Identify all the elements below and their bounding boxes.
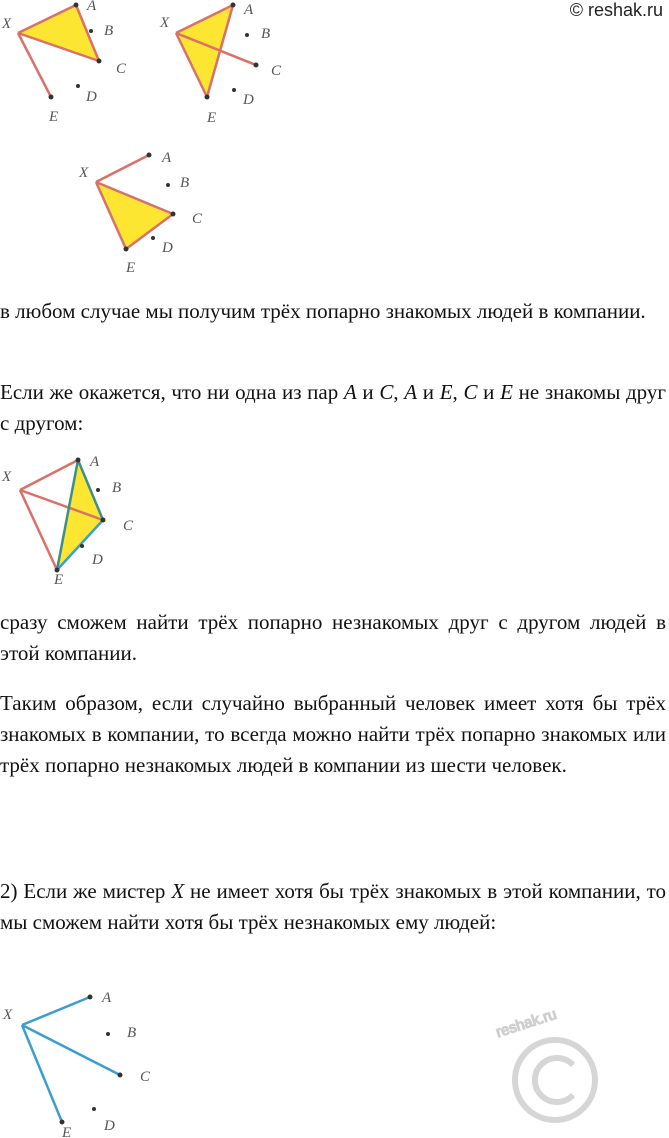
watermark-text: reshak.ru <box>493 1005 559 1042</box>
node-b <box>106 1032 110 1036</box>
node-e <box>205 95 210 100</box>
edge-x-a <box>20 460 78 490</box>
label-a: A <box>162 150 172 166</box>
node-a <box>74 3 79 8</box>
label-d: D <box>86 89 97 105</box>
node-c <box>97 59 102 64</box>
node-c <box>254 63 259 68</box>
label-x: X <box>79 165 89 181</box>
graph-figure-2 <box>158 0 298 130</box>
node-c <box>171 212 176 217</box>
label-d: D <box>104 1118 115 1134</box>
label-d: D <box>92 552 103 568</box>
label-c: C <box>116 61 127 77</box>
graph-figure-5 <box>0 960 170 1138</box>
copyright-circle-icon <box>515 1040 595 1120</box>
edge-x-e <box>22 1025 62 1122</box>
label-d: D <box>162 240 173 256</box>
label-b: B <box>180 175 190 191</box>
label-a: A <box>102 990 112 1006</box>
paragraph-3: сразу сможем найти трёх попарно незнакомых друг с другом людей в этой компании. <box>0 610 666 665</box>
label-e: E <box>207 110 217 126</box>
node-d <box>232 88 236 92</box>
node-b <box>166 183 170 187</box>
label-b: B <box>104 23 114 39</box>
label-d: D <box>243 92 254 108</box>
node-a <box>147 153 152 158</box>
node-d <box>151 236 155 240</box>
node-c <box>118 1073 123 1078</box>
label-c: C <box>271 63 282 79</box>
label-e: E <box>62 1125 72 1138</box>
label-a: A <box>87 0 97 14</box>
label-e: E <box>126 260 136 276</box>
label-e: E <box>54 572 64 588</box>
node-e <box>60 1120 65 1125</box>
label-e: E <box>49 109 59 125</box>
label-x: X <box>2 469 12 485</box>
label-a: A <box>90 454 100 470</box>
node-e <box>124 247 129 252</box>
edge-x-a <box>22 997 90 1025</box>
label-c: C <box>140 1069 151 1085</box>
graph-figure-4 <box>0 450 150 590</box>
paragraph-4: Таким образом, если случайно выбранный человек имеет хотя бы трёх знакомых в компании, то всегда можно найти трёх попарно знакомых или трёх попарно незнакомых людей в компании из шести человек. <box>0 691 666 777</box>
node-a <box>231 3 236 8</box>
label-x: X <box>2 16 12 32</box>
label-b: B <box>112 480 122 496</box>
graph-figure-1 <box>0 0 140 130</box>
node-d <box>80 544 84 548</box>
node-d <box>76 84 80 88</box>
node-a <box>88 995 93 1000</box>
paragraph-1: в любом случае мы получим трёх попарно знакомых людей в компании. <box>0 299 646 323</box>
label-a: A <box>244 2 254 18</box>
node-e <box>49 95 54 100</box>
edge-x-a <box>96 155 149 182</box>
graph-figure-3 <box>76 145 216 280</box>
reshak-watermark <box>440 960 660 1130</box>
triangle-fill <box>96 182 173 249</box>
label-x: X <box>160 15 170 31</box>
node-c <box>101 518 106 523</box>
label-c: C <box>192 211 203 227</box>
label-c: C <box>123 518 134 534</box>
label-x: X <box>3 1007 13 1023</box>
paragraph-2: Если же окажется, что ни одна из пар A и C, A и E, C и E не знакомы друг с другом: <box>0 380 667 435</box>
node-b <box>89 29 93 33</box>
node-a <box>76 458 81 463</box>
copyright-text: © reshak.ru <box>569 0 663 20</box>
node-b <box>245 33 249 37</box>
node-d <box>92 1107 96 1111</box>
edge-x-c <box>22 1025 120 1075</box>
label-b: B <box>127 1025 137 1041</box>
paragraph-5: 2) Если же мистер X не имеет хотя бы трёх знакомых в этой компании, то мы сможем найти хотя бы трёх незнакомых ему людей: <box>0 879 666 934</box>
copyright-c-icon <box>535 1058 573 1102</box>
label-b: B <box>261 26 271 42</box>
node-b <box>96 488 100 492</box>
